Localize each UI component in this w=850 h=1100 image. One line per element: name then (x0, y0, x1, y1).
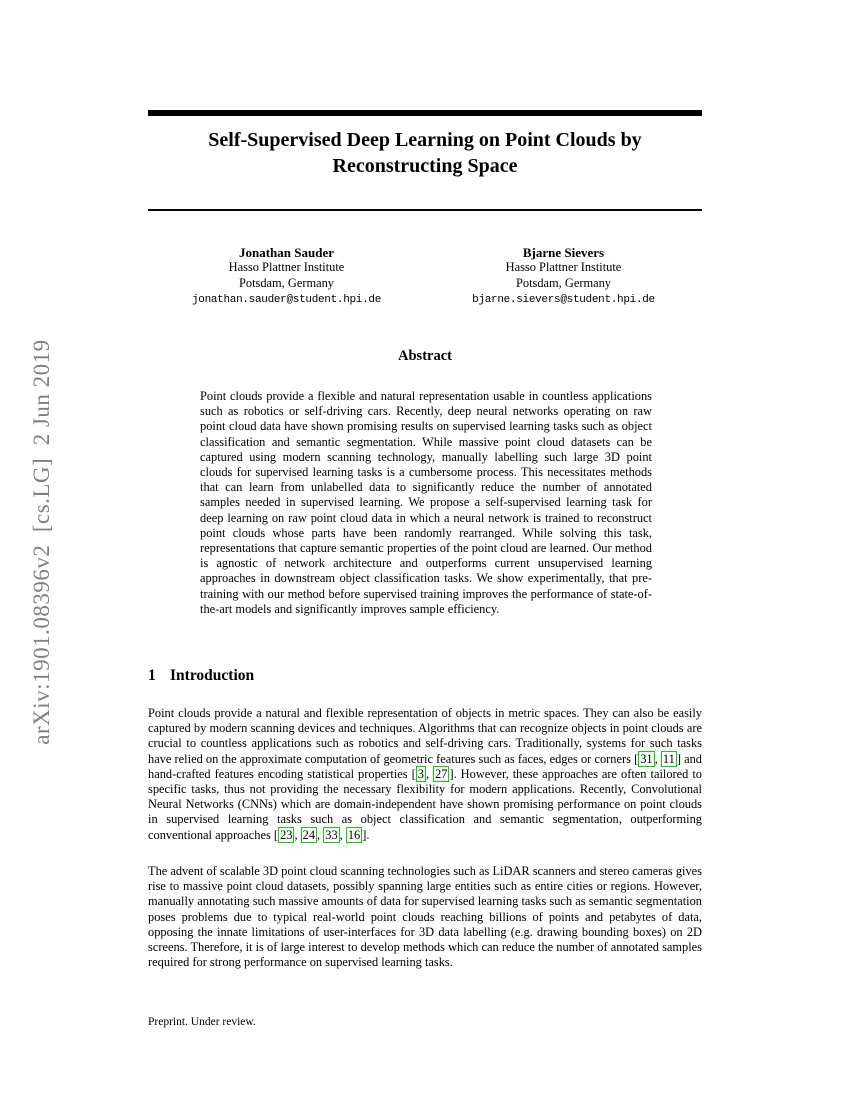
author-location: Potsdam, Germany (239, 275, 334, 290)
section-1-heading (148, 667, 702, 685)
author-affiliation: Hasso Plattner Institute (228, 260, 345, 275)
arxiv-watermark: arXiv:1901.08396v2 [cs.LG] 2 Jun 2019 (29, 339, 54, 745)
author-block-2 (425, 245, 702, 308)
citation-ref[interactable]: 27 (435, 766, 448, 781)
citation-ref[interactable]: 11 (662, 751, 675, 766)
author-row (148, 245, 702, 308)
author-email: jonathan.sauder@student.hpi.de (191, 293, 382, 306)
section-title: Introduction (170, 667, 255, 684)
section-number: 1 (148, 667, 156, 684)
author-affiliation: Hasso Plattner Institute (505, 260, 622, 275)
author-block-1 (148, 245, 425, 308)
citation-ref[interactable]: 33 (325, 827, 338, 842)
abstract-heading: Abstract (398, 348, 452, 364)
author-name: Jonathan Sauder (239, 245, 334, 260)
paper-title-line2: Reconstructing Space (332, 155, 518, 177)
citation-ref[interactable]: 23 (280, 827, 293, 842)
footer-note: Preprint. Under review. (148, 1016, 256, 1028)
abstract-text: Point clouds provide a flexible and natural representation usable in countless applications such as robotics or self-driving cars. Recently, deep neural networks operating on raw point cloud data have shown promising results on supervised learning tasks such as object classification and semantic segmentation. While massive point cloud datasets can be captured using modern scanning technology, manually labelling such large 3D point clouds for supervised learning tasks is a cumbersome process. This necessitates methods that can learn from unlabelled data to significantly reduce the number of annotated samples needed in supervised learning. We propose a self-supervised learning task for deep learning on raw point cloud data in which a neural network is trained to reconstruct point clouds whose parts have been randomly rearranged. While solving this task, representations that capture semantic properties of the point cloud are learned. Our method is agnostic of network architecture and outperforms current unsupervised learning approaches in downstream object classification tasks. We show experimentally, that pre-training with our method before supervised training improves the performance of state-of-the-art models and significantly improves sample efficiency. (200, 389, 652, 616)
citation-ref[interactable]: 16 (347, 827, 361, 842)
citation-ref[interactable]: 24 (302, 827, 316, 842)
paper-title-line1: Self-Supervised Deep Learning on Point Clouds by (208, 129, 642, 151)
author-name: Bjarne Sievers (522, 245, 605, 260)
author-location: Potsdam, Germany (516, 275, 611, 290)
title-top-rule (148, 110, 702, 116)
author-email: bjarne.sievers@student.hpi.de (472, 293, 655, 306)
citation-ref[interactable]: 3 (417, 766, 424, 781)
intro-paragraph-1: Point clouds provide a natural and flexible representation of objects in metric spaces. They can also be easily captured by modern scanning devices and techniques. Algorithms that can recognize objects in point clouds are crucial to countless applications such as robotics and self-driving cars. Traditionally, systems for such tasks have relied on the approximate computation of geometric features such as faces, edges or corners [ 31 , 11 ] and hand-crafted features encoding statistical properties [ 3 , 27 ]. However, these approaches are often tailored to specific tasks, thus not providing the necessary flexibility for modern applications. Recently, Convolutional Neural Networks (CNNs) which are domain-independent have shown promising performance on point clouds in supervised learning tasks such as object classification and semantic segmentation, outperforming conventional approaches [ 23 , 24 , 33 , 16 ]. (148, 706, 702, 842)
intro-paragraph-2: The advent of scalable 3D point cloud scanning technologies such as LiDAR scanners and stereo cameras gives rise to massive point cloud datasets, possibly spanning large entities such as entire cities or regions. However, manually annotating such massive amounts of data for supervised learning tasks such as semantic segmentation poses problems due to typical real-world point clouds reaching billions of points and petabytes of data, opposing the innate limitations of user-interfaces for 3D data labelling (e.g. drawing bounding boxes) on 2D screens. Therefore, it is of large interest to develop methods which can reduce the number of annotated samples required for strong performance on supervised learning tasks. (148, 864, 702, 970)
title-bottom-rule (148, 209, 702, 211)
paper-title (148, 127, 702, 179)
citation-ref[interactable]: 31 (640, 751, 653, 766)
